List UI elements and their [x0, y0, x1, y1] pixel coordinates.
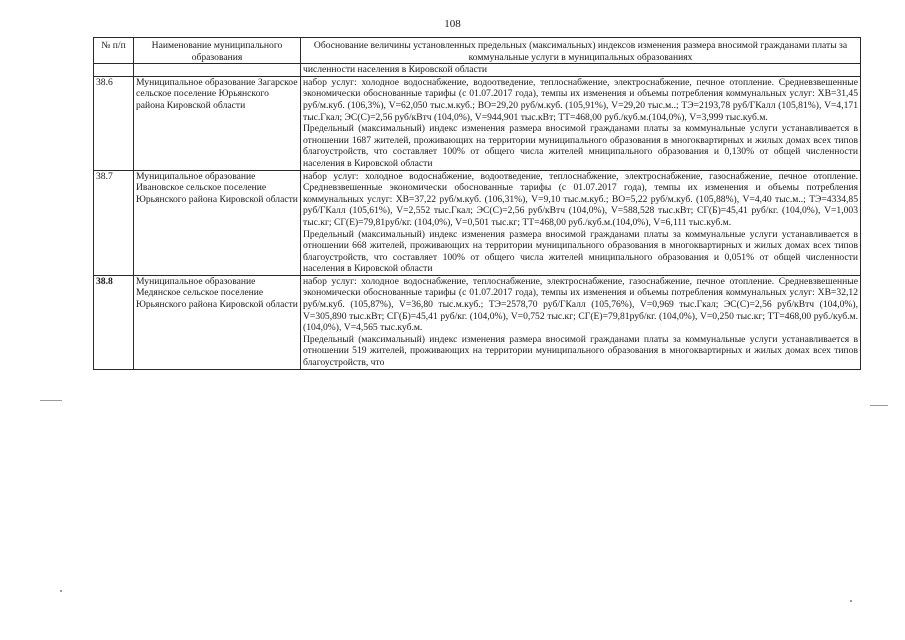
municipality-name: Муниципальное образование Медянское сельское поселение Юрьянского района Кировской области: [134, 275, 301, 369]
justification-cell: [301, 170, 861, 275]
row-number: 38.8: [94, 275, 134, 369]
table-row: [94, 275, 861, 369]
page-number: 108: [444, 18, 461, 30]
table-row-continued: [94, 64, 861, 77]
index-residents-paragraph: Предельный (максимальный) индекс изменения размера вносимой гражданами платы за коммунальные услуги устанавливается в отношении 519 жителей, проживающих на территории муниципального образования в многоквартирных и жилых домах всех типов благоустройств, что: [303, 333, 858, 369]
index-residents-paragraph: Предельный (максимальный) индекс изменения размера вносимой гражданами платы за коммунальные услуги устанавливается в отношении 1687 жителей, проживающих на территории муниципального образования в многоквартирных и жилых домах всех типов благоустройств, что составляет 100% от общего числа жителей мниципального образования и 0,130% от общей численности населения в Кировской области: [303, 123, 858, 169]
services-tariffs-paragraph: набор услуг: холодное водоснабжение, водоотведение, теплоснабжение, электроснабжение, газоснабжение, печное отопление. Средневзвешенные экономически обоснованные тарифы (с 01.07.2017 года), темпы их изменения и объемы потребления коммунальных услуг: ХВ=37,22 руб/м.куб. (106,31%), V=9,10 тыс.м.куб.; ВО=5,22 руб/м.куб. (105,88%), V=4,40 тыс.м..; ТЭ=4334,85 руб/ГКалл (105,61%), V=2,552 тыс.Гкал; ЭС(С)=2,56 руб/кВтч (104,0%), V=588,528 тыс.кВт; СГ(Б)=45,41 руб/кг. (104,0%), V=1,003 тыс.кг; СГ(Е)=79,81руб/кг. (104,0%), V=0,501 тыс.кг; ТТ=468,00 руб./куб.м.(104,0%), V=6,111 тыс.куб.м.: [303, 170, 858, 228]
header-justification: Обоснование величины установленных предельных (максимальных) индексов изменения размера вносимой гражданами платы за коммунальные услуги в муниципальных образованиях: [301, 38, 861, 64]
index-residents-paragraph: Предельный (максимальный) индекс изменения размера вносимой гражданами платы за коммунальные услуги устанавливается в отношении 668 жителей, проживающих на территории муниципального образования в многоквартирных и жилых домах всех типов благоустройств, что составляет 100% от общего числа жителей мниципального образования и 0,051% от общей численности населения в Кировской области: [303, 228, 858, 275]
row-number: 38.6: [94, 76, 134, 170]
header-number: № п/п: [94, 38, 134, 64]
table-header-row: [94, 38, 861, 64]
scan-artifact-line: [870, 405, 888, 406]
continued-name-cell: [134, 64, 301, 77]
justification-cell: [301, 275, 861, 369]
continued-number-cell: [94, 64, 134, 77]
municipality-name: Муниципальное образование Ивановское сельское поселение Юрьянского района Кировской области: [134, 170, 301, 275]
row-number: 38.7: [94, 170, 134, 275]
header-municipality-name: Наименование муниципального образования: [134, 38, 301, 64]
table-row: [94, 76, 861, 170]
services-tariffs-paragraph: набор услуг: холодное водоснабжение, водоотведение, теплоснабжение, электроснабжение, печное отопление. Средневзвешенные экономически обоснованные тарифы (с 01.07.2017 года), темпы их изменения и объемы потребления коммунальных услуг: ХВ=31,45 руб/м.куб. (106,3%), V=62,050 тыс.м.куб.; ВО=29,20 руб/м.куб. (105,91%), V=29,20 тыс.м..; ТЭ=2193,78 руб/ГКалл (105,81%), V=4,171 тыс.Гкал; ЭС(С)=2,56 руб/кВтч (104,0%), V=944,901 тыс.кВт; ТТ=468,00 руб./куб.м.(104,0%), V=3,999 тыс.куб.м.: [303, 76, 858, 123]
scan-artifact-dot: [850, 600, 852, 602]
services-tariffs-paragraph: набор услуг: холодное водоснабжение, теплоснабжение, электроснабжение, газоснабжение, печное отопление. Средневзвешенные экономически обоснованные тарифы (с 01.07.2017 года), темпы их изменения и объемы потребления коммунальных услуг: ХВ=32,12 руб/м.куб. (105,87%), V=36,80 тыс.м.куб.; ТЭ=2578,70 руб/ГКалл (105,76%), V=0,969 тыс.Гкал; ЭС(С)=2,56 руб/кВтч (104,0%), V=305,890 тыс.кВт; СГ(Б)=45,41 руб/кг. (104,0%), V=0,752 тыс.кг; СГ(Е)=79,81руб/кг. (104,0%), V=0,250 тыс.кг; ТТ=468,00 руб./куб.м.(104,0%), V=4,565 тыс.куб.м.: [303, 275, 858, 334]
municipality-name: Муниципальное образование Загарское сельское поселение Юрьянского района Кировской области: [134, 76, 301, 170]
continued-text: численности населения в Кировской области: [301, 64, 861, 77]
justification-cell: [301, 76, 861, 170]
tariff-index-table: [93, 37, 861, 370]
scan-artifact-line: [40, 400, 62, 401]
scan-artifact-dot: [60, 590, 62, 592]
table-row: [94, 170, 861, 275]
